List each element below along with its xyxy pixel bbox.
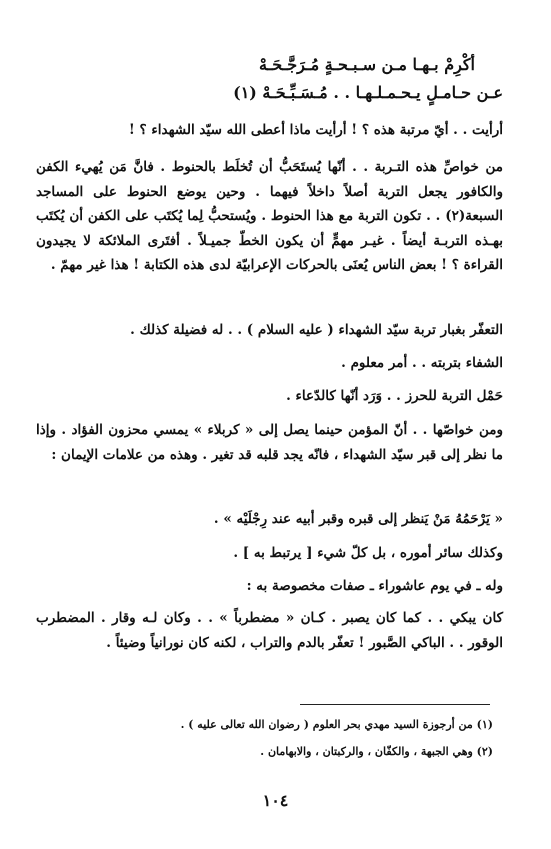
poem-line-2: عـن حـامـلٍ يـحـمـلـهـا . . مُـسَـبِّـحَـهْ (١) — [233, 83, 503, 102]
hadith-quote: « يَرْحَمُهُ مَنْ يَنظر إلى قبره وقبر أبيه عند رِجْلَيْه » . — [213, 511, 503, 527]
paragraph: حَمْل التربة للحرز . . وَرَد أنّها كالدّعاء . — [286, 388, 503, 404]
poem-line-1: أكْرِمْ بـهـا مـن سـبـحـةٍ مُـرَجَّـحَـهْ — [258, 55, 475, 74]
paragraph: كان يبكي . . كما كان يصبر . كـان « مضطرباً » . . وكان لـه وقار . المضطرب الوقور . . الباكي الصَّبور ! تعفّر بالدم والتراب ، لكنه كان نورانياً وضيئاً . — [36, 610, 503, 651]
footnote: (٢) وهي الجبهة ، والكفّان ، والركبتان ، والابهامان . — [260, 745, 493, 758]
paragraph: الشفاء بتربته . . أمر معلوم . — [341, 355, 503, 371]
paragraph: أرأيت . . أيّ مرتبة هذه ؟ ! أرأيت ماذا أعطى الله سيّد الشهداء ؟ ! — [128, 122, 503, 138]
paragraph: التعفّر بغبار تربة سيّد الشهداء ( عليه السلام ) . . له فضيلة كذلك . — [130, 322, 503, 338]
paragraph: من خواصِّ هذه التـربة . . أنّها يُستَحَبُّ أن تُخلَط بالحنوط . فانَّ مَن يُهيء الكفن والكافور يجعل التربة أصلاً داخلاً فيهما . وحين يوضع الحنوط على المساجد السبعة(٢) . . تكون التربة مع هذا الحنوط . ويُستحبُّ لِما يُكتَب على الكفن أن يُكتَب بهـذه التربـة أيضاً . غيـر مهمٍّ أن يكون الخطّ جميـلاً . أفتَرى الملائكة لا يجيدون القراءة ؟ ! بعض الناس يُعنَى بالحركات الإعرابيّة لدى هذه الكتابة ! هذا غير مهمّ . — [36, 159, 503, 273]
paragraph: وكذلك سائر أموره ، بل كلّ شيء [ يرتبط به ] . — [233, 545, 503, 561]
footnote: (١) من أرجوزة السيد مهدي بحر العلوم ( رضوان الله تعالى عليه ) . — [180, 718, 493, 731]
paragraph: وله ـ في يوم عاشوراء ـ صفات مخصوصة به : — [246, 578, 503, 594]
footnote-divider — [300, 704, 490, 705]
page-number: ١٠٤ — [262, 791, 289, 810]
paragraph: ومن خواصّها . . أنّ المؤمن حينما يصل إلى « كربلاء » يمسي محزون الفؤاد . وإذا ما نظر إلى قبر سيّد الشهداء ، فانّه يجد قلبه قد تغير . وهذه من علامات الإيمان : — [36, 422, 503, 463]
